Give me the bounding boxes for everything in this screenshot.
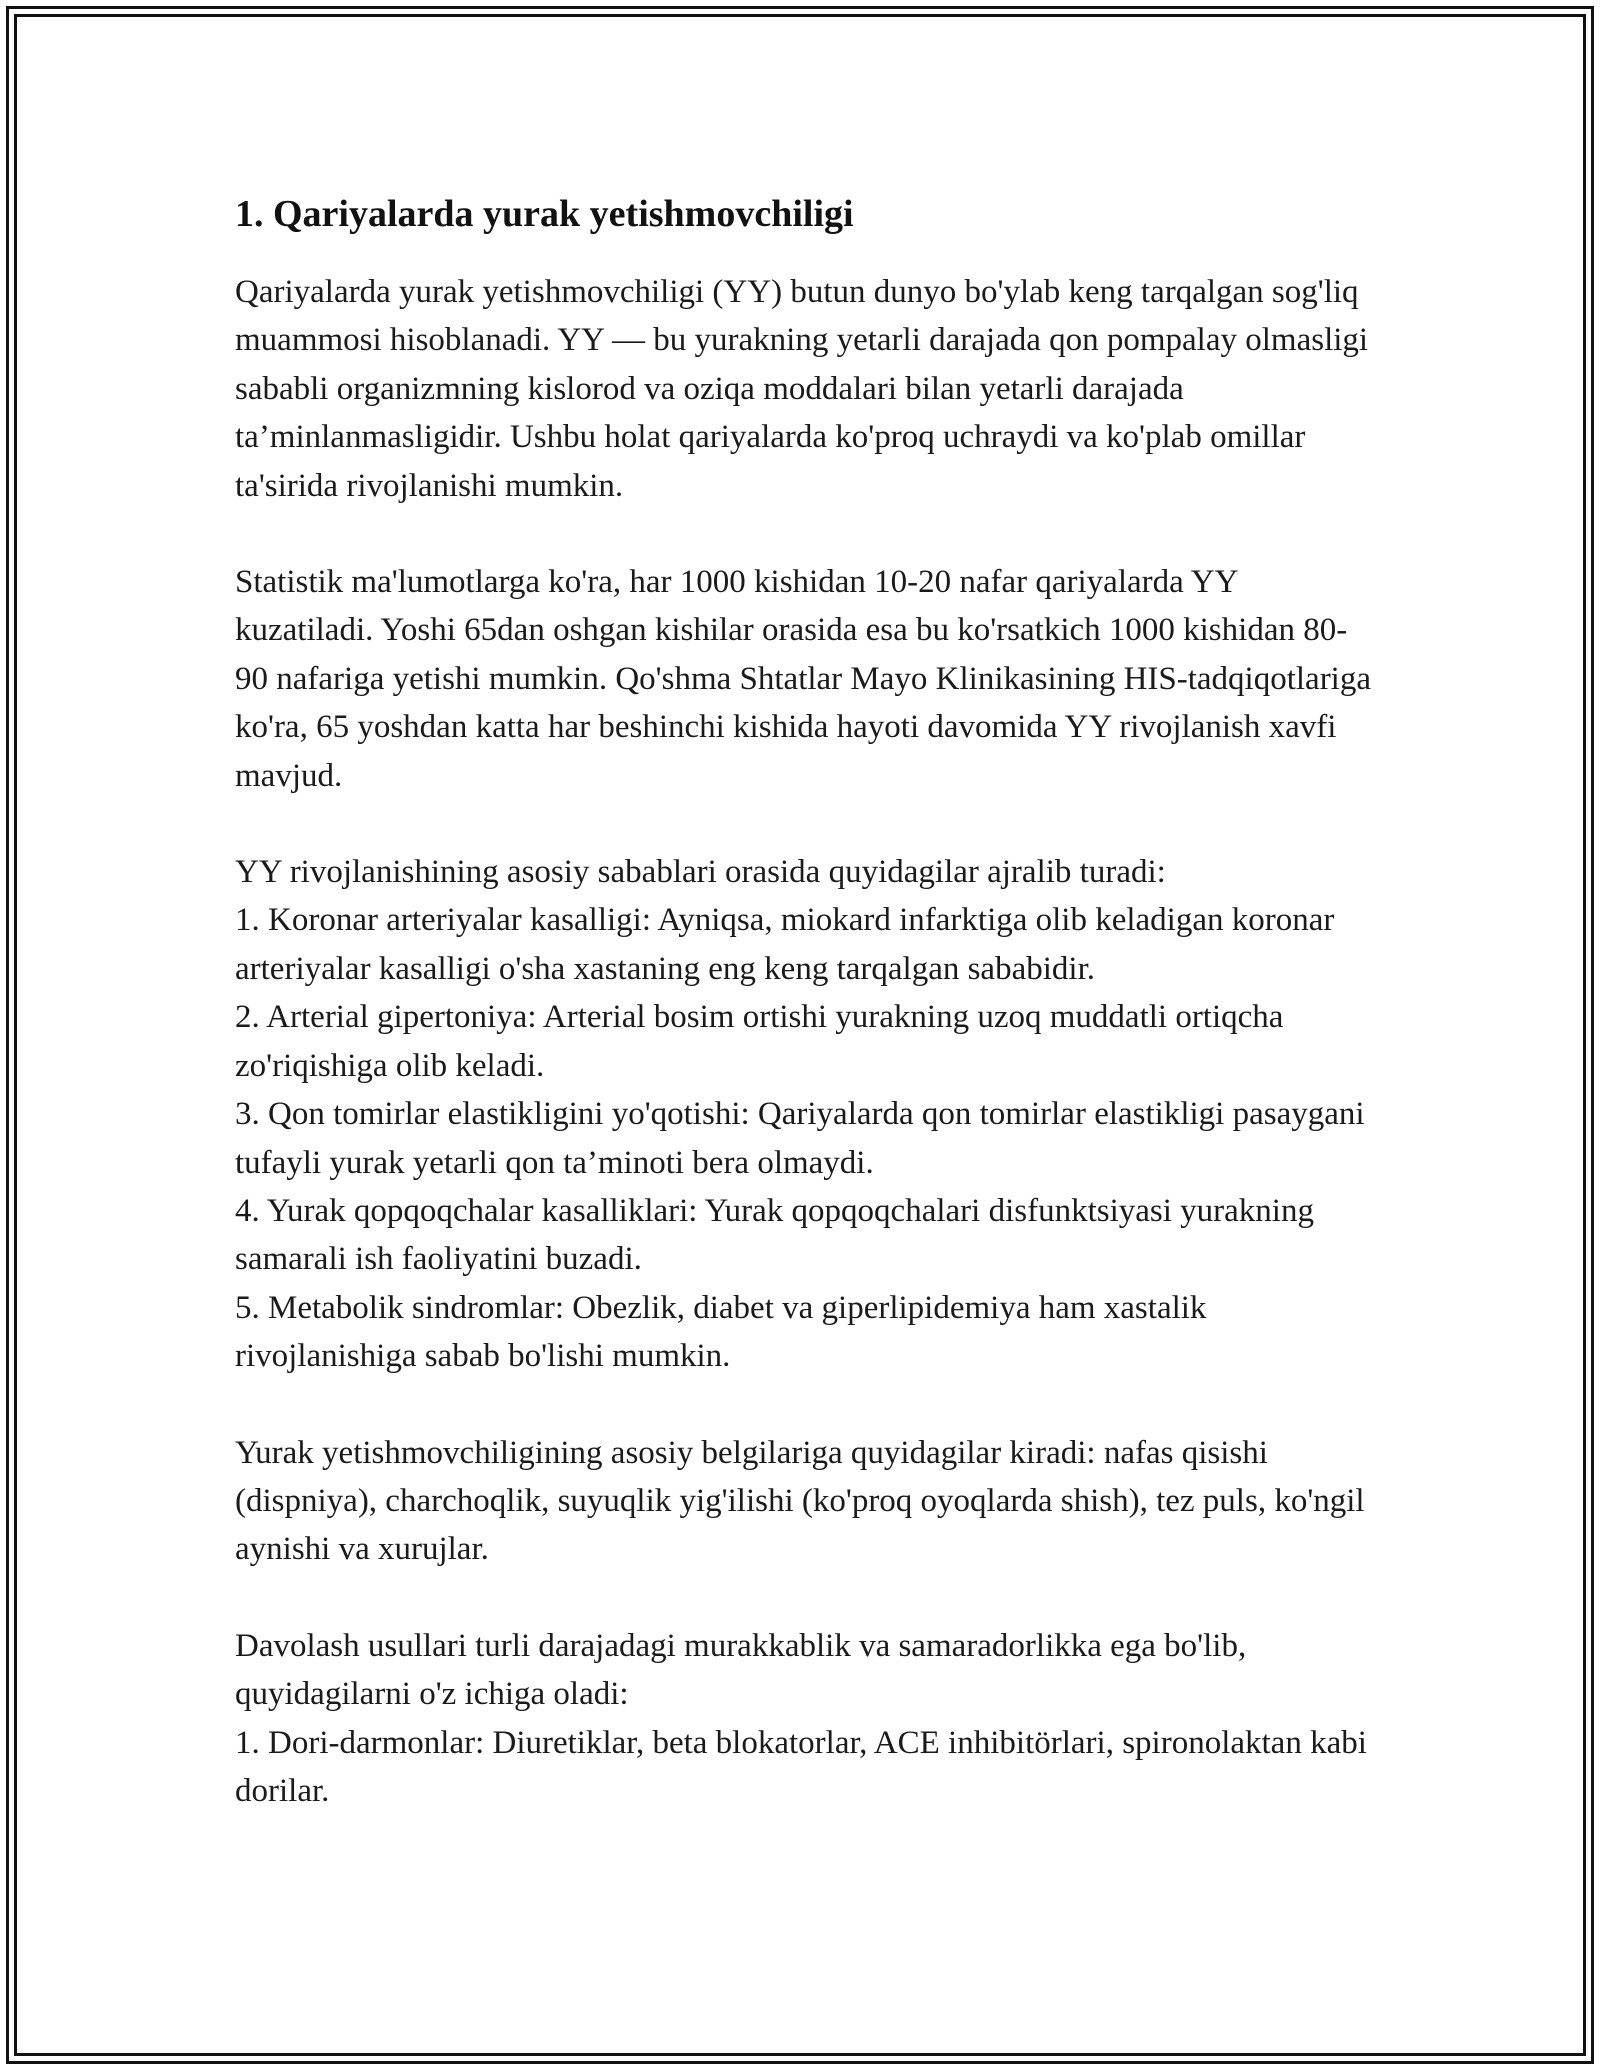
causes-section	[235, 848, 1375, 1380]
treatment-section	[235, 1622, 1375, 1816]
cause-item: 1. Koronar arteriyalar kasalligi: Ayniqsa, miokard infarktiga olib keladigan koronar arteriyalar kasalligi o'sha xastaning eng keng tarqalgan sababidir.	[235, 902, 1335, 987]
cause-item: 3. Qon tomirlar elastikligini yo'qotishi: Qariyalarda qon tomirlar elastikligi pasaygani tufayli yurak yetarli qon ta’minoti bera olmaydi.	[235, 1096, 1365, 1181]
treatment-intro: Davolash usullari turli darajadagi murakkablik va samaradorlikka ega bo'lib, quyidagilarni o'z ichiga oladi:	[235, 1627, 1247, 1713]
causes-intro: YY rivojlanishining asosiy sabablari orasida quyidagilar ajralib turadi:	[235, 854, 1166, 891]
document-body	[235, 188, 1375, 1863]
cause-item: 2. Arterial gipertoniya: Arterial bosim ortishi yurakning uzoq muddatli ortiqcha zo'riqishiga olib keladi.	[235, 999, 1284, 1084]
intro-paragraph: Qariyalarda yurak yetishmovchiligi (YY) butun dunyo bo'ylab keng tarqalgan sog'liq muammosi hisoblanadi. YY — bu yurakning yetarli darajada qon pompalay olmasligi sababli organizmning kislorod va oziqa moddalari bilan yetarli darajada ta’minlanmasligidir. Ushbu holat qariyalarda ko'proq uchraydi va ko'plab omillar ta'sirida rivojlanishi mumkin.	[235, 274, 1369, 504]
treatment-item: 1. Dori-darmonlar: Diuretiklar, beta blokatorlar, ACE inhibitörlari, spironolaktan kabi dorilar.	[235, 1724, 1367, 1809]
cause-item: 5. Metabolik sindromlar: Obezlik, diabet va giperlipidemiya ham xastalik rivojlanishiga sabab bo'lishi mumkin.	[235, 1289, 1207, 1375]
symptoms-paragraph: Yurak yetishmovchiligining asosiy belgilariga quyidagilar kiradi: nafas qisishi (dispniya), charchoqlik, suyuqlik yig'ilishi (ko'proq oyoqlarda shish), tez puls, ko'ngil aynishi va xurujlar.	[235, 1434, 1365, 1568]
statistics-paragraph: Statistik ma'lumotlarga ko'ra, har 1000 kishidan 10-20 nafar qariyalarda YY kuzatiladi. Yoshi 65dan oshgan kishilar orasida esa bu ko'rsatkich 1000 kishidan 80-90 nafariga yetishi mumkin. Qo'shma Shtatlar Mayo Klinikasining HIS-tadqiqotlariga ko'ra, 65 yoshdan katta har beshinchi kishida hayoti davomida YY rivojlanish xavfi mavjud.	[235, 564, 1372, 794]
document-title: 1. Qariyalarda yurak yetishmovchiligi	[235, 193, 854, 235]
cause-item: 4. Yurak qopqoqchalar kasalliklari: Yurak qopqoqchalari disfunktsiyasi yurakning samarali ish faoliyatini buzadi.	[235, 1192, 1314, 1278]
